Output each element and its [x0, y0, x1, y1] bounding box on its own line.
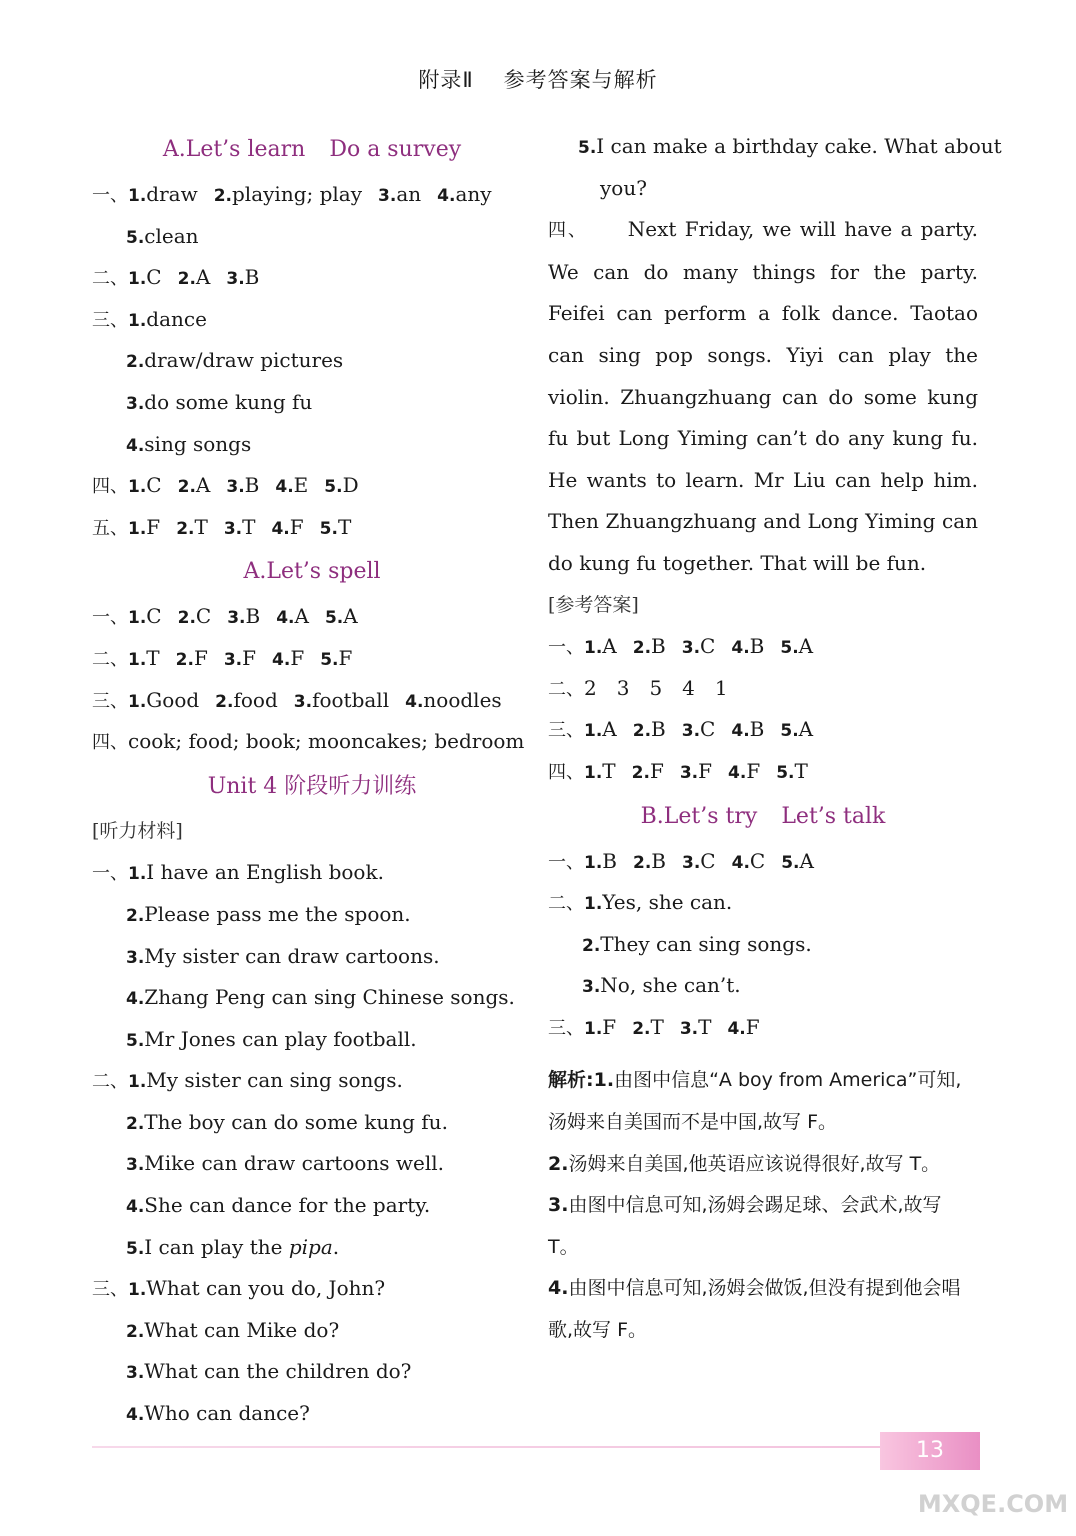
- item-answer: F: [193, 645, 208, 670]
- answer-line: 二、1.Yes, she can.: [548, 890, 733, 915]
- item-answer: draw/draw pictures: [144, 348, 344, 373]
- listening-line: 5.I can make a birthday cake. What about: [578, 134, 1002, 158]
- item-number: 2.: [215, 691, 234, 712]
- answer-line: 一、1.draw 2.playing; play 3.an 4.any: [92, 182, 492, 206]
- item-answer: B: [244, 265, 260, 290]
- item-answer: any: [455, 182, 492, 206]
- item-answer: T: [242, 514, 256, 539]
- item-number: 5.: [780, 721, 799, 742]
- item-number: 5.: [776, 762, 795, 783]
- item-answer: C: [700, 634, 716, 659]
- listening-line: 3.Mike can draw cartoons well.: [126, 1151, 445, 1176]
- listening-line: you?: [600, 175, 647, 200]
- item-answer: C: [146, 604, 162, 629]
- answer-line: 3.No, she can’t.: [582, 973, 741, 998]
- listening-line: 2.Please pass me the spoon.: [126, 901, 411, 926]
- section-heading-lets-try: B.Let’s try Let’s talk: [640, 803, 886, 829]
- item-answer: F: [649, 758, 664, 783]
- item-number: 3.: [679, 1018, 699, 1039]
- answer-line: 一、1.B 2.B 3.C 4.C 5.A: [548, 848, 814, 873]
- item-answer: F: [242, 645, 257, 670]
- item-answer: C: [146, 265, 162, 290]
- answer-line: 三、1.F 2.T 3.T 4.F: [548, 1014, 760, 1039]
- answer-line: 2.They can sing songs.: [582, 931, 812, 956]
- answer-line: 四、1.T 2.F 3.F 4.F 5.T: [548, 758, 808, 783]
- left-column: [92, 126, 532, 1435]
- listening-material-tag: [听力材料]: [92, 819, 183, 842]
- item-number: 4.: [731, 721, 750, 742]
- analysis-item: 4.由图中信息可知,汤姆会做饭,但没有提到他会唱歌,故写 F。: [548, 1277, 961, 1342]
- item-number: 5.: [126, 227, 145, 248]
- item-number: 1.: [128, 608, 147, 629]
- answer-line: 三、1.dance: [92, 306, 207, 331]
- listening-line: 4.Zhang Peng can sing Chinese songs.: [126, 985, 515, 1010]
- item-answer: A: [195, 473, 211, 498]
- page-header: [0, 64, 1076, 94]
- listening-line: 3.My sister can draw cartoons.: [126, 943, 440, 968]
- item-answer: B: [244, 473, 260, 498]
- item-answer: C: [700, 717, 716, 742]
- listening-line: 三、1.What can you do, John?: [92, 1276, 386, 1301]
- item-answer: F: [338, 645, 353, 670]
- item-answer: B: [749, 717, 765, 742]
- item-number: 2.: [126, 352, 145, 373]
- item-answer: clean: [144, 223, 199, 248]
- item-answer: C: [195, 604, 212, 629]
- item-number: 2.: [632, 638, 652, 659]
- item-number: 1.: [584, 1018, 603, 1039]
- item-number: 3.: [293, 691, 313, 712]
- item-number: 4.: [271, 518, 290, 539]
- answer-line: [92, 382, 532, 424]
- item-answer: Good: [146, 687, 200, 712]
- item-number: 4.: [405, 691, 424, 712]
- item-number: 1.: [128, 186, 147, 206]
- listening-line: 5.Mr Jones can play football.: [126, 1026, 417, 1051]
- item-number: 4.: [276, 608, 295, 629]
- listening-line: 4.Who can dance?: [126, 1401, 310, 1426]
- listening-line: 3.What can the children do?: [126, 1359, 412, 1384]
- section-heading-lets-spell: A.Let’s spell: [243, 559, 381, 585]
- item-number: 5.: [320, 649, 339, 670]
- footer-rule: [92, 1446, 910, 1448]
- item-answer: T: [698, 1014, 712, 1039]
- item-answer: T: [146, 645, 160, 670]
- item-answer: sing songs: [144, 431, 252, 456]
- item-answer: B: [602, 848, 617, 873]
- item-answer: F: [146, 514, 161, 539]
- answer-line: 一、1.C 2.C 3.B 4.A 5.A: [92, 604, 358, 629]
- item-answer: C: [146, 473, 162, 498]
- item-number: 3.: [226, 477, 245, 498]
- analysis-block: [548, 1060, 978, 1351]
- item-number: 1.: [128, 477, 147, 498]
- item-number: 2.: [213, 186, 232, 206]
- answer-line: 五、1.F 2.T 3.T 4.F 5.T: [92, 514, 352, 539]
- item-number: 4.: [272, 649, 291, 670]
- right-column: [548, 126, 1002, 1352]
- item-answer: A: [798, 717, 814, 742]
- item-number: 5.: [781, 852, 800, 873]
- item-number: 4.: [728, 762, 747, 783]
- watermark-logo: MXQE.COM: [917, 1490, 1069, 1518]
- item-number: 1.: [128, 310, 147, 331]
- analysis-item: 3.由图中信息可知,汤姆会踢足球、会武术,故写 T。: [548, 1194, 942, 1258]
- answer-line: 四、1.C 2.A 3.B 4.E 5.D: [92, 473, 359, 498]
- item-number: 4.: [275, 477, 294, 498]
- item-answer: food: [233, 687, 278, 712]
- item-answer: draw: [146, 182, 198, 206]
- item-answer: F: [289, 514, 304, 539]
- item-number: 5.: [324, 608, 344, 629]
- item-answer: F: [602, 1014, 617, 1039]
- item-number: 1.: [584, 762, 603, 783]
- listening-line: 二、1.My sister can sing songs.: [92, 1068, 403, 1093]
- answer-line: [92, 216, 532, 258]
- item-number: 2.: [632, 1018, 651, 1039]
- listening-line: 一、1.I have an English book.: [92, 860, 384, 885]
- item-number: 2.: [632, 721, 652, 742]
- item-answer: A: [798, 634, 814, 659]
- item-answer: A: [799, 848, 814, 873]
- item-number: 2.: [177, 269, 196, 290]
- item-number: 3.: [223, 518, 243, 539]
- item-answer: A: [195, 265, 211, 290]
- item-answer: T: [602, 758, 616, 783]
- item-answer: T: [194, 514, 208, 539]
- item-number: 3.: [679, 762, 699, 783]
- reference-answer-tag: [参考答案]: [548, 593, 639, 616]
- answer-line: 二、1.C 2.A 3.B: [92, 265, 260, 290]
- item-number: 2.: [175, 649, 194, 670]
- item-number: 2.: [633, 852, 652, 873]
- item-number: 3.: [681, 638, 701, 659]
- item-number: 1.: [128, 691, 147, 712]
- item-answer: B: [651, 634, 666, 659]
- item-answer: B: [651, 717, 666, 742]
- item-answer: E: [293, 473, 309, 498]
- item-number: 5.: [780, 638, 799, 659]
- item-number: 4.: [731, 852, 750, 873]
- item-number: 5.: [319, 518, 338, 539]
- item-answer: T: [794, 758, 808, 783]
- item-number: 3.: [227, 608, 246, 629]
- item-answer: A: [602, 634, 617, 659]
- item-number: 1.: [128, 649, 147, 670]
- item-number: 4.: [727, 1018, 746, 1039]
- analysis-item: 2.汤姆来自美国,他英语应该说得很好,故写 T。: [548, 1152, 941, 1175]
- item-answer: A: [294, 604, 309, 629]
- item-number: 3.: [682, 852, 701, 873]
- item-number: 2.: [177, 608, 196, 629]
- item-number: 3.: [223, 649, 243, 670]
- answer-line: 一、1.A 2.B 3.C 4.B 5.A: [548, 634, 814, 659]
- item-answer: T: [650, 1014, 664, 1039]
- item-number: 1.: [584, 638, 603, 659]
- answer-line: [92, 340, 532, 382]
- item-answer: D: [342, 473, 359, 498]
- item-answer: football: [312, 687, 390, 712]
- item-number: 4.: [126, 435, 145, 456]
- answer-line: 四、cook; food; book; mooncakes; bedroom: [92, 729, 525, 754]
- section-heading-lets-learn: A.Let’s learn Do a survey: [162, 137, 462, 162]
- header-title: 参考答案与解析: [503, 68, 658, 92]
- listening-line: 2.What can Mike do?: [126, 1317, 340, 1342]
- listening-line: 4.She can dance for the party.: [126, 1193, 431, 1218]
- item-answer: noodles: [423, 687, 502, 712]
- item-number: 3.: [681, 721, 701, 742]
- listening-line: 5.I can play the pipa.: [126, 1234, 340, 1259]
- answer-line: 三、1.A 2.B 3.C 4.B 5.A: [548, 717, 814, 742]
- item-answer: F: [698, 758, 713, 783]
- item-number: 4.: [731, 638, 750, 659]
- item-answer: T: [337, 514, 352, 539]
- item-answer: B: [245, 604, 261, 629]
- listening-passage: 四、 Next Friday, we will have a party. We can do many things for the party. Feifei can perform a folk dance. Taotao can sing pop songs. Yiyi can play the violin. Zhuangzhuang can do some kung fu but Long Yiming can’t do any kung fu. He wants to learn. Mr Liu can help him. Then Zhuangzhuang and Long Yiming can do kung fu together. That will be fun.: [548, 217, 978, 575]
- answer-line: 二、2 3 5 4 1: [548, 675, 728, 700]
- item-answer: B: [749, 634, 765, 659]
- header-appendix: 附录Ⅱ: [418, 68, 474, 92]
- item-answer: playing; play: [232, 182, 363, 206]
- answer-line: 二、1.T 2.F 3.F 4.F 5.F: [92, 645, 353, 670]
- item-number: 3.: [126, 393, 145, 414]
- answer-line: [92, 424, 532, 466]
- item-number: 4.: [437, 186, 456, 206]
- item-answer: A: [343, 604, 358, 629]
- item-number: 1.: [584, 721, 603, 742]
- item-number: 2.: [176, 518, 195, 539]
- listening-line: 2.The boy can do some kung fu.: [126, 1109, 448, 1134]
- item-number: 1.: [584, 852, 603, 873]
- item-answer: an: [396, 182, 422, 206]
- item-number: 1.: [128, 269, 147, 290]
- item-answer: A: [602, 717, 617, 742]
- item-answer: C: [700, 848, 716, 873]
- item-answer: F: [746, 758, 761, 783]
- item-answer: B: [651, 848, 666, 873]
- item-number: 2.: [631, 762, 650, 783]
- item-answer: F: [290, 645, 305, 670]
- item-number: 3.: [378, 186, 397, 206]
- item-number: 2.: [177, 477, 196, 498]
- item-answer: F: [745, 1014, 760, 1039]
- page-number: 13: [880, 1432, 980, 1470]
- item-answer: C: [749, 848, 766, 873]
- item-number: 3.: [226, 269, 245, 290]
- item-answer: do some kung fu: [144, 389, 313, 414]
- item-answer: dance: [146, 306, 207, 331]
- section-heading-unit4-listening: Unit 4 阶段听力训练: [207, 773, 417, 799]
- answer-line: 三、1.Good 2.food 3.football 4.noodles: [92, 687, 502, 712]
- item-number: 5.: [324, 477, 343, 498]
- item-number: 1.: [128, 518, 147, 539]
- analysis-item: 解析:1.由图中信息“A boy from America”可知,汤姆来自美国而不是中国,故写 F。: [548, 1069, 962, 1134]
